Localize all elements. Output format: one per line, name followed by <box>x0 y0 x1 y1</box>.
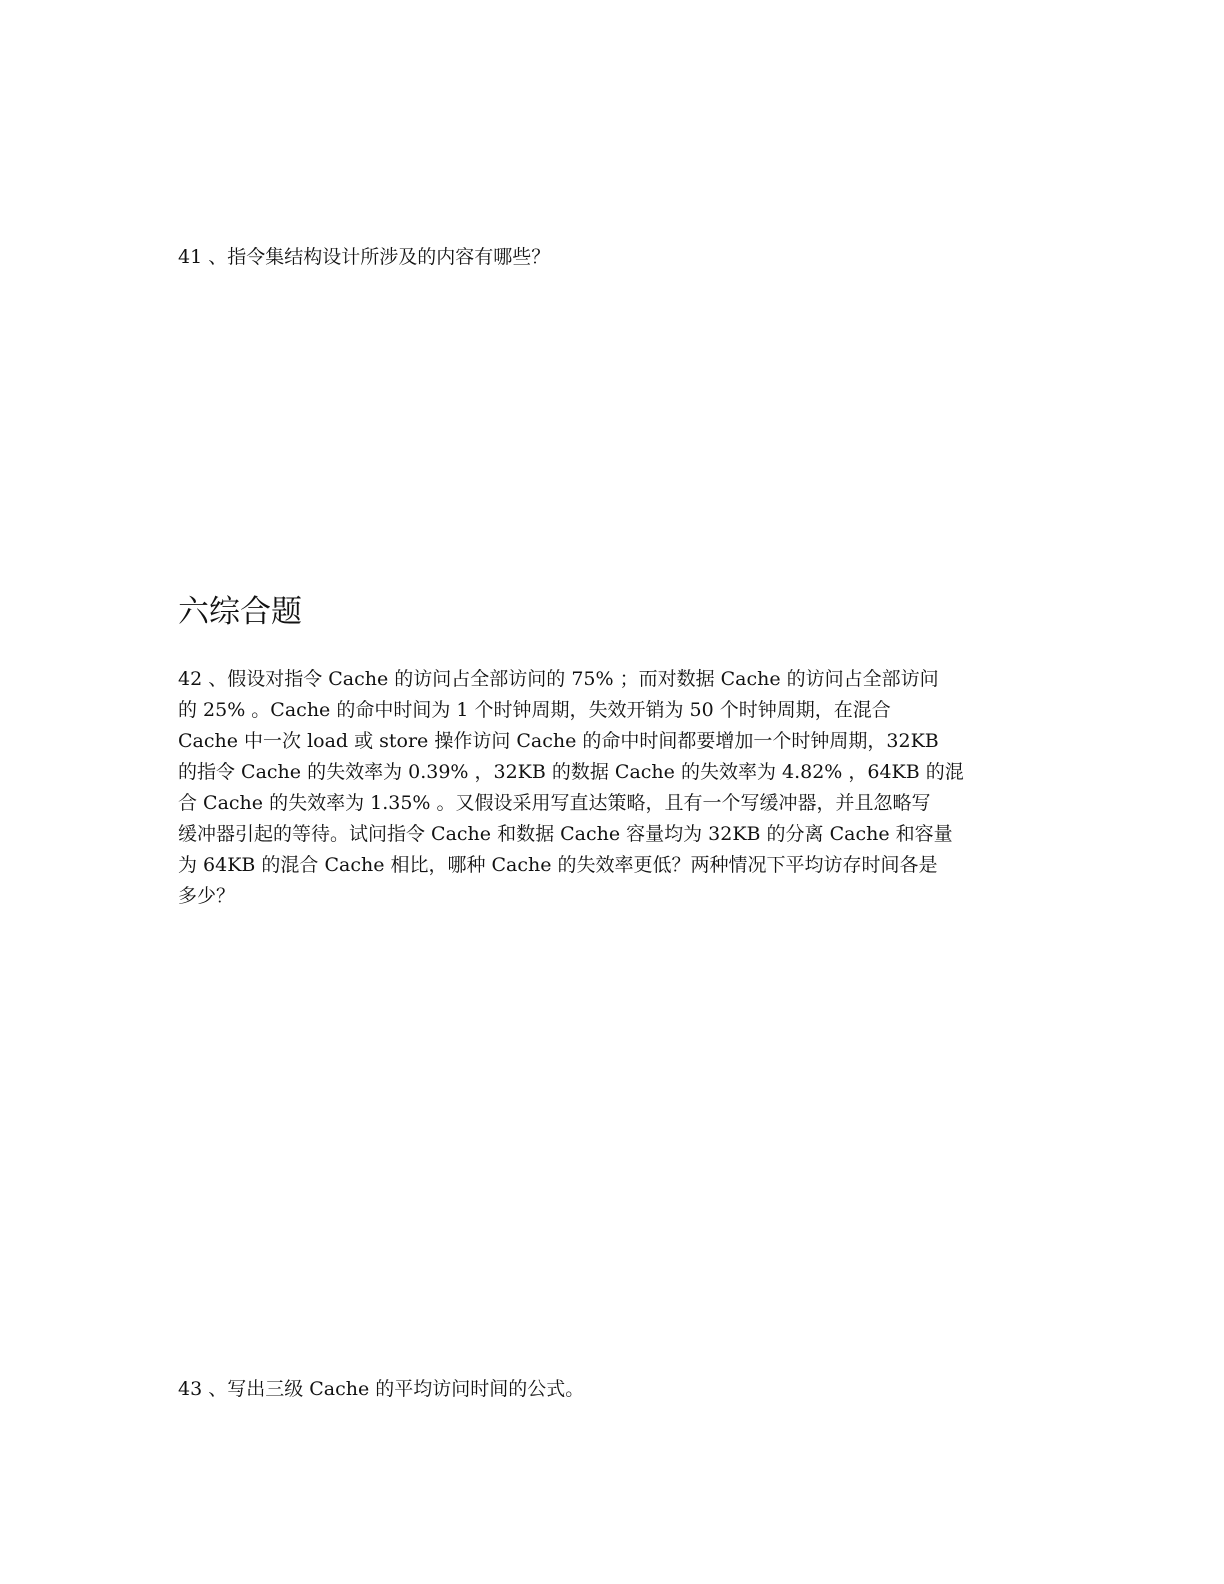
question-43: 43 、写出三级 Cache 的平均访问时间的公式。 <box>178 1378 585 1400</box>
question-42-line: Cache 中一次 load 或 store 操作访问 Cache 的命中时间都要增加一个时钟周期，32KB <box>178 730 939 752</box>
question-42-line: 42 、假设对指令 Cache 的访问占全部访问的 75% ；而对数据 Cache 的访问占全部访问 <box>178 668 939 690</box>
section-heading: 六综合题 <box>178 594 302 630</box>
question-42-line: 缓冲器引起的等待。试问指令 Cache 和数据 Cache 容量均为 32KB 的分离 Cache 和容量 <box>178 823 953 845</box>
question-42-line: 的指令 Cache 的失效率为 0.39% ，32KB 的数据 Cache 的失效率为 4.82% ，64KB 的混 <box>178 761 964 783</box>
question-41: 41 、指令集结构设计所涉及的内容有哪些？ <box>178 246 551 268</box>
question-42-line: 多少？ <box>178 885 236 907</box>
question-42 <box>178 664 1048 912</box>
question-42-line: 合 Cache 的失效率为 1.35% 。又假设采用写直达策略，且有一个写缓冲器，并且忽略写 <box>178 792 931 814</box>
question-42-line: 为 64KB 的混合 Cache 相比，哪种 Cache 的失效率更低？两种情况下平均访存时间各是 <box>178 854 938 876</box>
question-42-line: 的 25% 。Cache 的命中时间为 1 个时钟周期，失效开销为 50 个时钟周期，在混合 <box>178 699 891 721</box>
